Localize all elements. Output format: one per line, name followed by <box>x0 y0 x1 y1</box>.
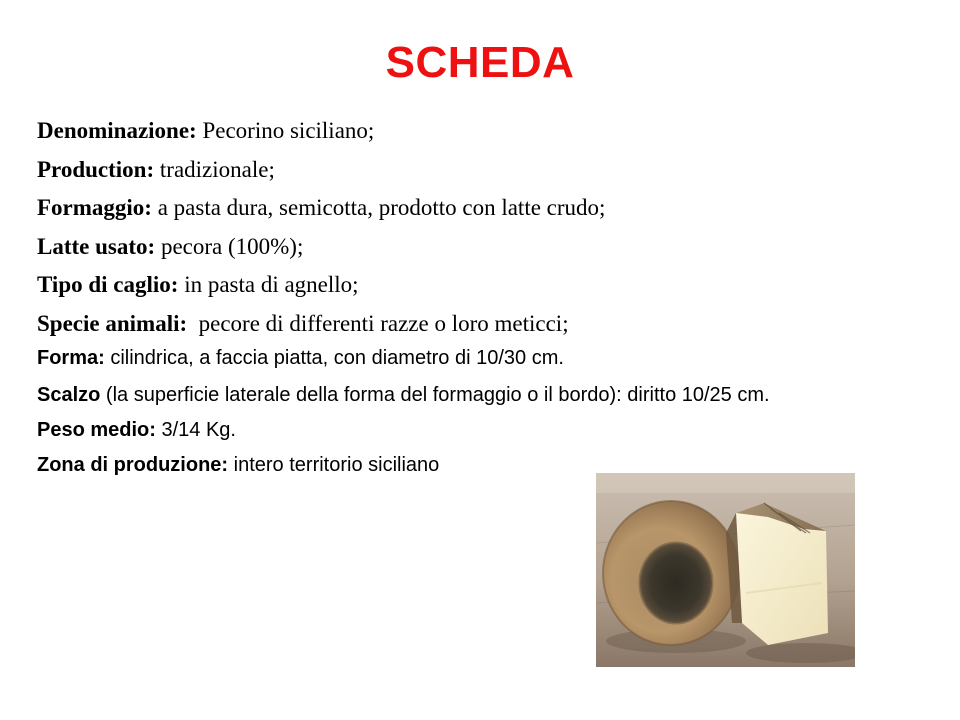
row-label: Forma: <box>37 347 105 369</box>
row-value: pecore di differenti razze o loro meticci; <box>187 310 569 336</box>
info-list <box>37 112 917 479</box>
row-label: Tipo di caglio: <box>37 272 179 297</box>
row-denominazione <box>37 112 917 151</box>
row-value: tradizionale; <box>154 156 275 182</box>
row-value: in pasta di agnello; <box>178 272 359 297</box>
row-label: Peso medio: <box>37 419 156 441</box>
row-label: Production: <box>37 156 155 182</box>
row-label: Zona di produzione: <box>37 454 229 476</box>
slide-title: SCHEDA <box>385 38 575 87</box>
row-scalzo <box>37 382 917 409</box>
row-tipo-di-caglio <box>37 266 917 305</box>
row-formaggio <box>37 189 917 228</box>
row-value: cilindrica, a faccia piatta, con diametro di 10/30 cm. <box>104 347 564 369</box>
row-value: pecora (100%); <box>155 233 304 259</box>
row-production <box>37 151 917 190</box>
row-value: a pasta dura, semicotta, prodotto con latte crudo; <box>151 195 606 220</box>
row-label: Latte usato: <box>37 233 156 259</box>
row-specie-animali <box>37 305 917 344</box>
row-latte-usato <box>37 228 917 267</box>
row-label: Formaggio: <box>37 195 152 220</box>
row-label: Scalzo <box>37 384 101 406</box>
row-value: (la superficie laterale della forma del formaggio o il bordo): diritto 10/25 cm. <box>100 384 770 406</box>
cheese-photo <box>596 473 855 667</box>
row-peso-medio <box>37 417 917 444</box>
row-forma <box>37 345 917 372</box>
row-label: Denominazione: <box>37 118 197 143</box>
row-value: Pecorino siciliano; <box>196 118 375 143</box>
row-label: Specie animali: <box>37 310 188 336</box>
row-value: 3/14 Kg. <box>155 419 236 441</box>
row-value: intero territorio siciliano <box>228 454 440 476</box>
